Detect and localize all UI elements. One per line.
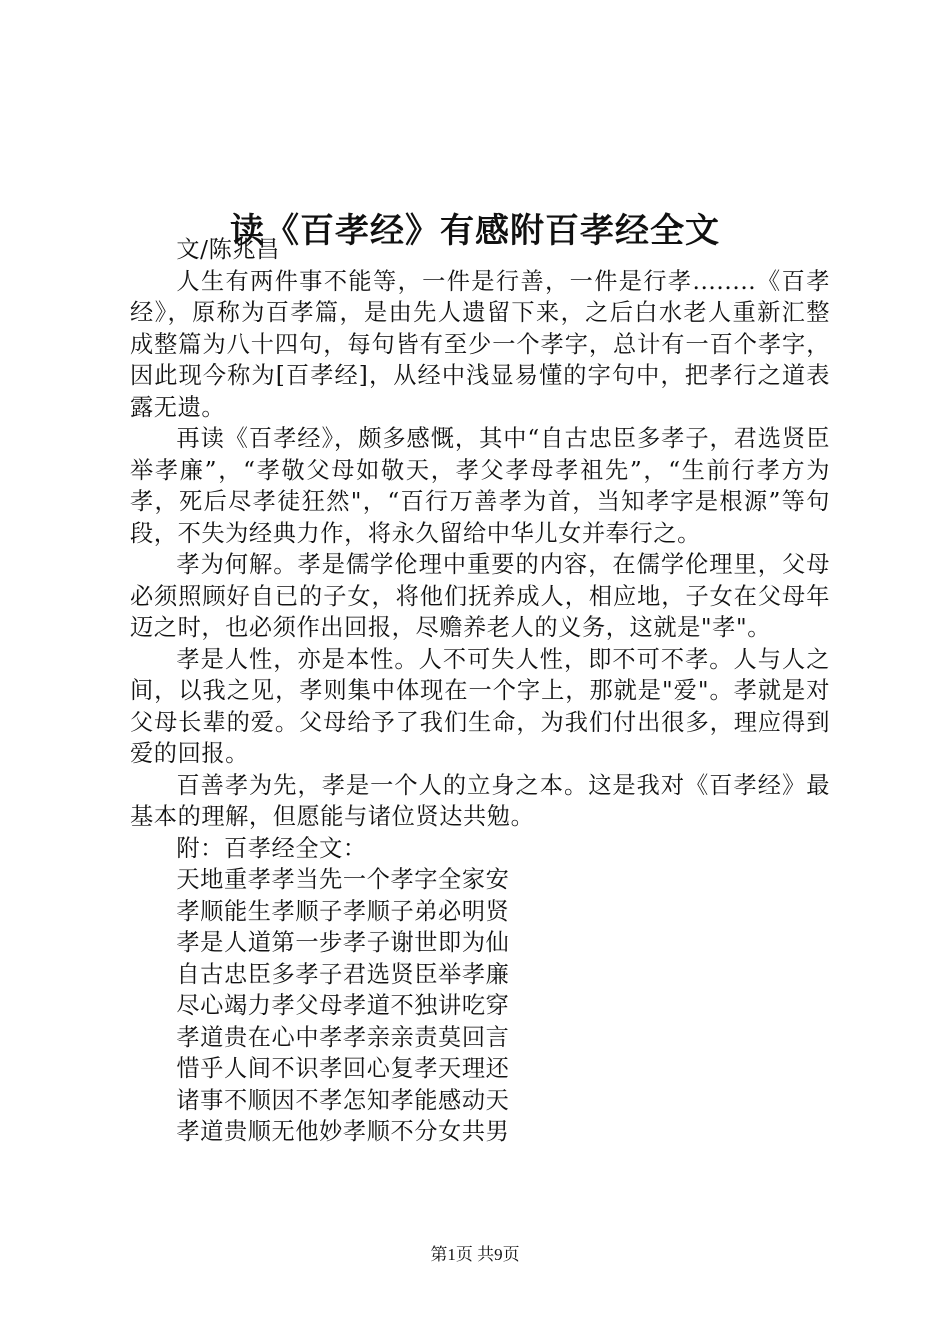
poem-line: 孝是人道第一步孝子谢世即为仙 — [176, 929, 510, 956]
poem-line: 惜乎人间不识孝回心复孝天理还 — [176, 1055, 510, 1082]
paragraph: 人生有两件事不能等，一件是行善，一件是行孝........《百孝经》，原称为百孝篇，是由先人遗留下来，之后白水老人重新汇整成整篇为八十四句，每句皆有至少一个孝字，总计有一百个孝字，因此现今称为[百孝经]，从经中浅显易懂的字句中，把孝行之道表露无遗。 — [130, 267, 830, 421]
poem-line: 孝顺能生孝顺子孝顺子弟必明贤 — [176, 897, 510, 925]
poem-line: 孝道贵在心中孝孝亲亲责莫回言 — [176, 1023, 510, 1051]
paragraph: 再读《百孝经》，颇多感慨，其中“自古忠臣多孝子，君选贤臣举孝廉”，“孝敬父母如敬天，孝父孝母孝祖先”，“生前行孝方为孝，死后尽孝徒狂然"，“百行万善孝为首，当知孝字是根源”等句段，不失为经典力作，将永久留给中华儿女并奉行之。 — [130, 425, 830, 547]
poem-line: 孝道贵顺无他妙孝顺不分女共男 — [176, 1118, 510, 1145]
document-body — [130, 234, 830, 1148]
poem-line: 自古忠臣多孝子君选贤臣举孝廉 — [176, 960, 510, 988]
document-title: 读《百孝经》有感附百孝经全文 — [230, 210, 720, 251]
page-number: 第1页 共9页 — [430, 1245, 520, 1264]
paragraph: 孝是人性，亦是本性。人不可失人性，即不可不孝。人与人之间，以我之见，孝则集中体现在一个字上，那就是"爱"。孝就是对父母长辈的爱。父母给予了我们生命，为我们付出很多，理应得到爱的回报。 — [130, 645, 830, 767]
appendix-heading: 附：百孝经全文： — [176, 834, 367, 862]
author-line: 文/陈兆昌 — [176, 236, 280, 263]
poem-line: 诸事不顺因不孝怎知孝能感动天 — [176, 1086, 510, 1114]
poem-text — [130, 864, 830, 1148]
paragraph: 百善孝为先，孝是一个人的立身之本。这是我对《百孝经》最基本的理解，但愿能与诸位贤达共勉。 — [130, 771, 830, 830]
poem-line: 天地重孝孝当先一个孝字全家安 — [176, 866, 510, 893]
paragraph: 孝为何解。孝是儒学伦理中重要的内容，在儒学伦理里，父母必须照顾好自已的子女，将他们抚养成人，相应地，子女在父母年迈之时，也必须作出回报，尽赡养老人的义务，这就是"孝"。 — [130, 551, 830, 641]
poem-line: 尽心竭力孝父母孝道不独讲吃穿 — [176, 992, 510, 1019]
